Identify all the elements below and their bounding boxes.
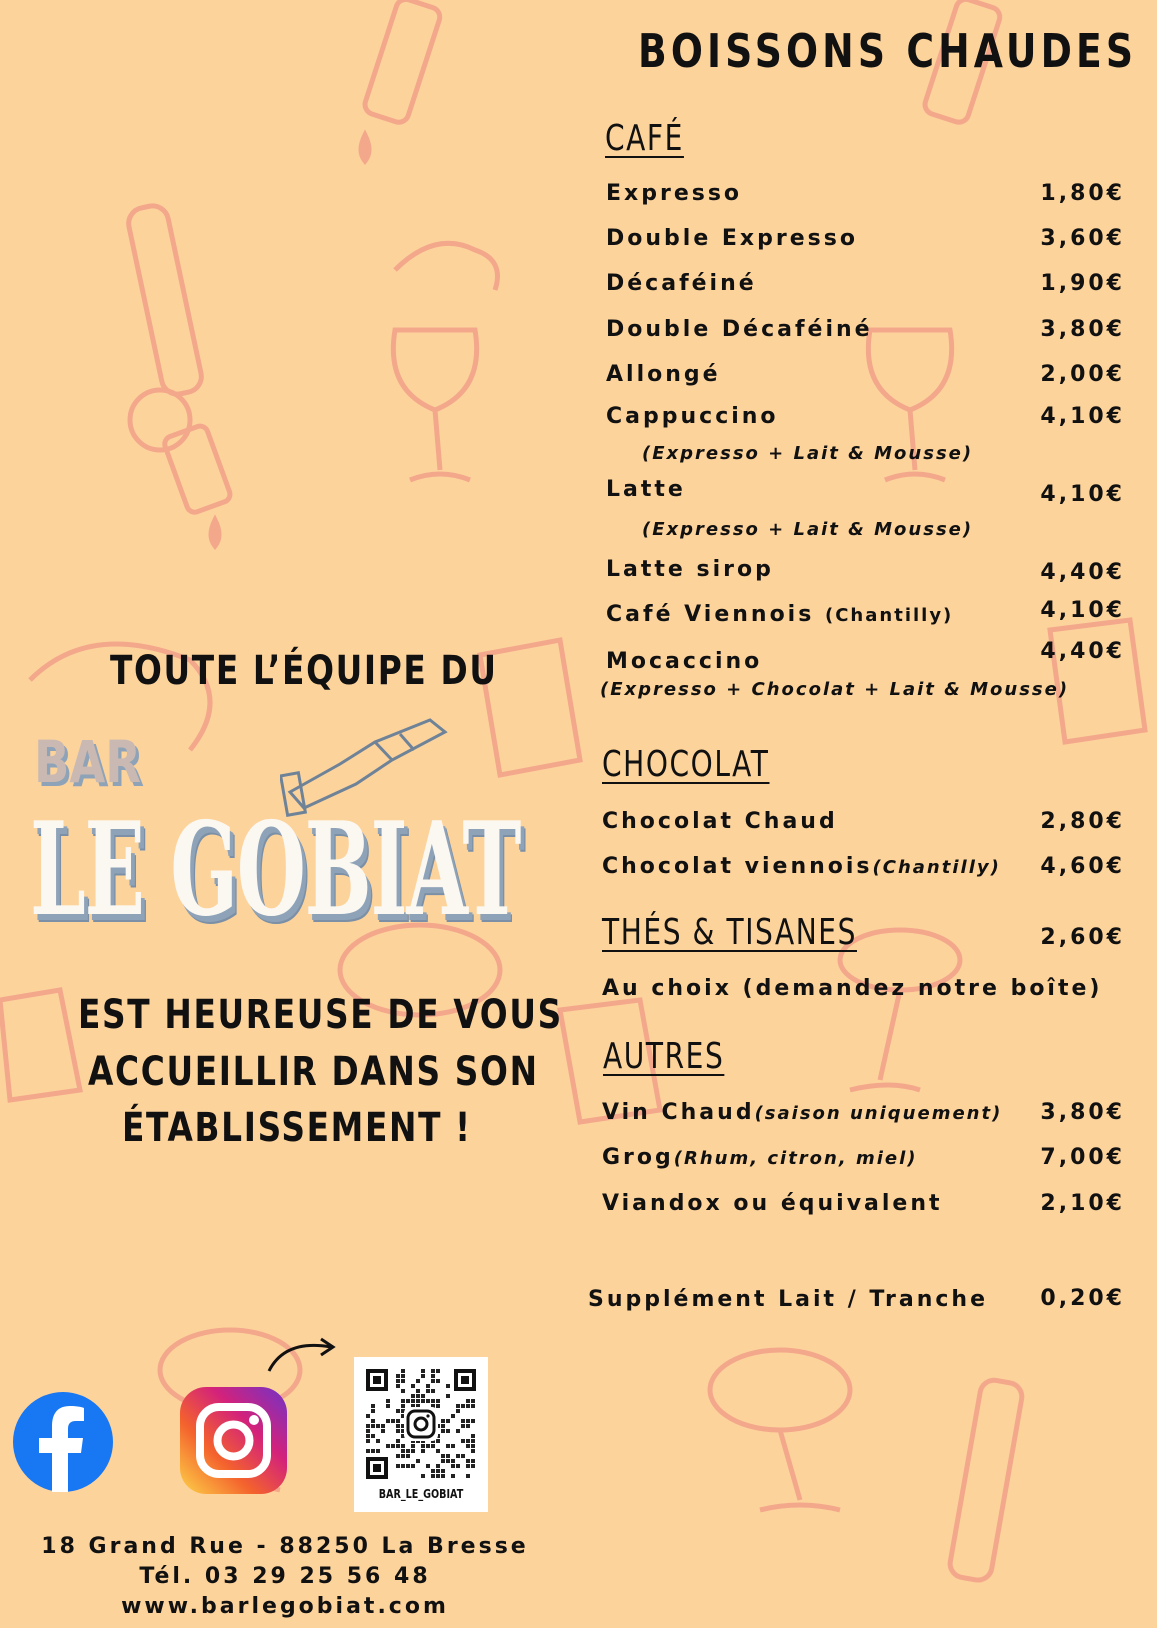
menu-item-detail: (Expresso + Lait & Mousse) bbox=[642, 443, 974, 464]
menu-item-name bbox=[602, 1100, 1002, 1125]
supplement-label: Supplément Lait / Tranche bbox=[588, 1287, 988, 1312]
menu-item-price: 3,60€ bbox=[1040, 226, 1125, 251]
menu-item-label: Café Viennois bbox=[606, 602, 815, 627]
menu-item-price: 2,60€ bbox=[1040, 925, 1125, 950]
menu-item-label: Chocolat viennois bbox=[602, 854, 873, 879]
menu-item-name: Cappuccino bbox=[606, 404, 779, 429]
menu-item-price: 4,10€ bbox=[1040, 404, 1125, 429]
website-link[interactable]: www.barlegobiat.com bbox=[121, 1594, 449, 1619]
supplement-price: 0,20€ bbox=[1040, 1286, 1125, 1311]
menu-item-price: 2,00€ bbox=[1040, 362, 1125, 387]
welcome-line-3: ÉTABLISSEMENT ! bbox=[122, 1105, 472, 1151]
menu-item-price: 3,80€ bbox=[1040, 317, 1125, 342]
menu-title: BOISSONS CHAUDES bbox=[638, 24, 1138, 78]
menu-item-detail: (Expresso + Lait & Mousse) bbox=[642, 519, 974, 540]
address-line: 18 Grand Rue - 88250 La Bresse bbox=[41, 1534, 529, 1559]
qr-caption: BAR_LE_GOBIAT bbox=[378, 1487, 464, 1501]
qr-pattern bbox=[354, 1357, 488, 1487]
menu-item-note: (saison uniquement) bbox=[754, 1103, 1003, 1124]
facebook-icon[interactable] bbox=[12, 1391, 114, 1493]
menu-item-price: 4,60€ bbox=[1040, 854, 1125, 879]
section-heading-autres: AUTRES bbox=[603, 1036, 725, 1077]
menu-item-price: 1,90€ bbox=[1040, 271, 1125, 296]
menu-item-note: (Chantilly) bbox=[872, 857, 1001, 878]
menu-item-price: 4,40€ bbox=[1040, 639, 1125, 664]
menu-item-name: Double Expresso bbox=[606, 226, 858, 251]
menu-item-name: Décaféiné bbox=[606, 271, 757, 296]
menu-item-name: Mocaccino bbox=[606, 649, 763, 674]
intro-heading: TOUTE L’ÉQUIPE DU bbox=[110, 648, 498, 694]
arrow-icon bbox=[265, 1333, 345, 1375]
menu-item-name bbox=[602, 854, 1001, 879]
phone-line: Tél. 03 29 25 56 48 bbox=[139, 1564, 431, 1589]
menu-item-price: 4,40€ bbox=[1040, 560, 1125, 585]
logo-bar-text: BAR bbox=[34, 728, 142, 796]
menu-item-name: Latte bbox=[606, 477, 686, 502]
menu-item-price: 1,80€ bbox=[1040, 181, 1125, 206]
menu-item-name: Expresso bbox=[606, 181, 743, 206]
section-heading-thes: THÉS & TISANES bbox=[602, 912, 857, 953]
menu-item-detail: (Expresso + Chocolat + Lait & Mousse) bbox=[600, 679, 1070, 700]
instagram-icon[interactable] bbox=[180, 1387, 287, 1494]
menu-item-note: (Rhum, citron, miel) bbox=[673, 1148, 918, 1169]
menu-item-label: Vin Chaud bbox=[602, 1100, 755, 1125]
welcome-line-2: ACCUEILLIR DANS SON bbox=[88, 1049, 539, 1095]
section-heading-cafe: CAFÉ bbox=[605, 118, 684, 159]
menu-item-price: 3,80€ bbox=[1040, 1100, 1125, 1125]
menu-item-price: 7,00€ bbox=[1040, 1145, 1125, 1170]
menu-item-note: (Chantilly) bbox=[825, 605, 954, 626]
menu-item-name bbox=[602, 1145, 918, 1170]
menu-item-name: Double Décaféiné bbox=[606, 317, 873, 342]
menu-item-name bbox=[606, 602, 953, 627]
menu-item-name: Allongé bbox=[606, 362, 721, 387]
menu-item-name: Viandox ou équivalent bbox=[602, 1191, 943, 1216]
menu-item-label: Grog bbox=[602, 1145, 674, 1170]
menu-item-name: Au choix (demandez notre boîte) bbox=[602, 976, 1103, 1001]
logo-main-text: LE GOBIAT bbox=[30, 795, 521, 945]
menu-item-price: 4,10€ bbox=[1040, 598, 1125, 623]
menu-item-name: Chocolat Chaud bbox=[602, 809, 838, 834]
welcome-line-1: EST HEUREUSE DE VOUS bbox=[78, 992, 563, 1038]
menu-item-price: 2,80€ bbox=[1040, 809, 1125, 834]
section-heading-chocolat: CHOCOLAT bbox=[602, 744, 770, 785]
menu-item-name: Latte sirop bbox=[606, 557, 774, 582]
menu-item-price: 4,10€ bbox=[1040, 482, 1125, 507]
menu-item-price: 2,10€ bbox=[1040, 1191, 1125, 1216]
qr-code[interactable] bbox=[354, 1357, 488, 1512]
